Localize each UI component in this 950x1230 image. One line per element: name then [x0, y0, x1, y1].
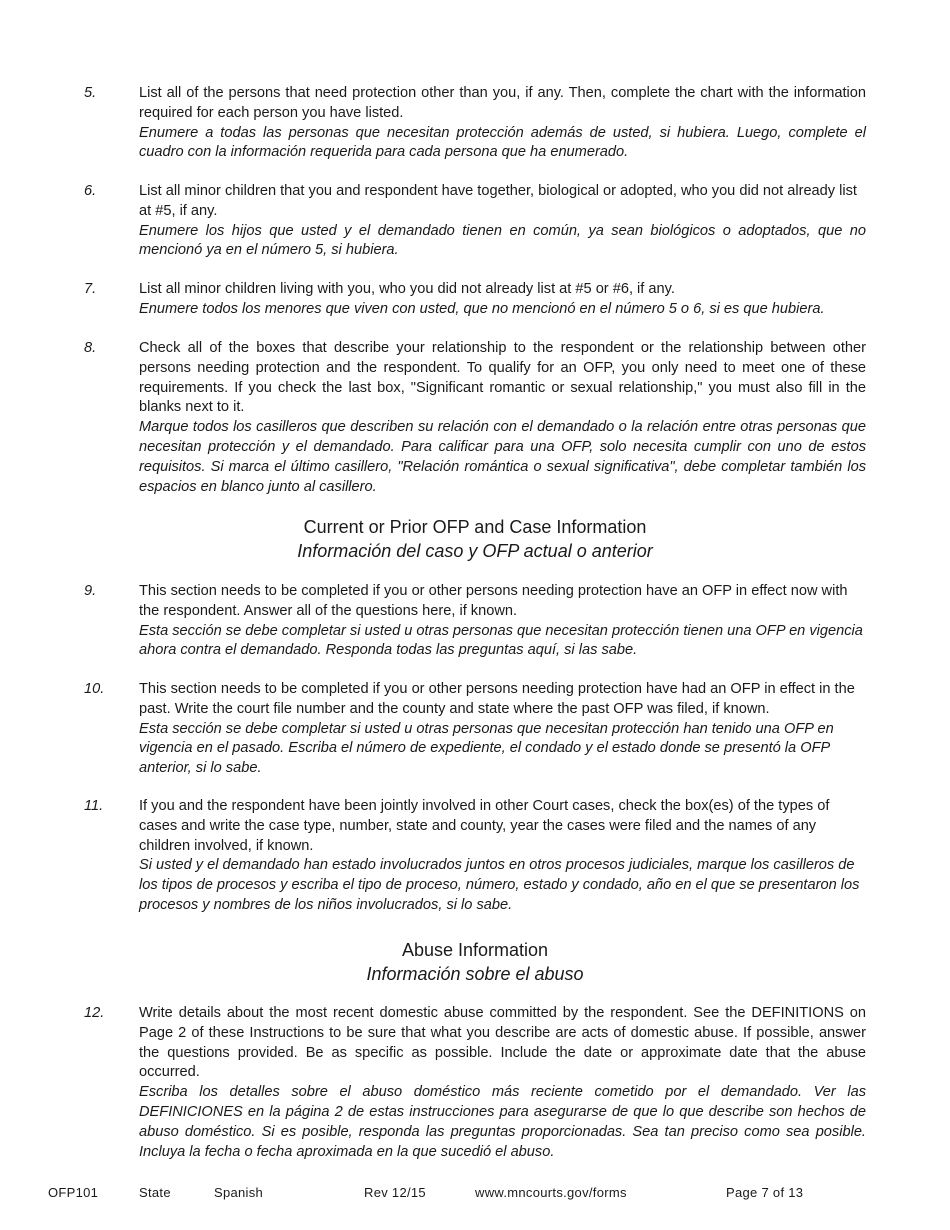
item-number: 7.	[84, 281, 97, 297]
section-heading-ofp	[0, 515, 950, 563]
item-number: 9.	[84, 583, 97, 599]
instruction-text-en: Check all of the boxes that describe your relationship to the respondent or the relationship between other persons needing protection and the respondent. To qualify for an OFP, you only need to meet one of these requirements. If you check the last box, "Significant romantic or sexual relationship," you must also fill in the blanks next to it.	[139, 340, 866, 416]
item-number: 10.	[84, 681, 105, 697]
instruction-item-12	[84, 1004, 866, 1162]
instruction-item-6	[84, 182, 866, 261]
instruction-text-es: Marque todos los casilleros que describen su relación con el demandado o la relación entre otras personas que necesitan protección y el demandado. Para calificar para una OFP, solo necesita cumplir con uno de estos requisitos. Si marca el último casillero, "Relación romántica o sexual significativa", debe completar también los espacios en blanco junto al casillero.	[139, 419, 866, 495]
item-number: 6.	[84, 183, 97, 199]
instruction-text-en: This section needs to be completed if you or other persons needing protection have had an OFP in effect in the past. Write the court file number and the county and state where the past OFP was filed, if known.	[139, 681, 855, 717]
instruction-text-en: Write details about the most recent domestic abuse committed by the respondent. See the DEFINITIONS on Page 2 of these Instructions to be sure that what you describe are acts of domestic abuse. If possible, answer the questions provided. Be as specific as possible. Include the date or approximate date that the abuse occurred.	[139, 1005, 866, 1081]
instruction-item-5	[84, 84, 866, 163]
section-heading-en: Current or Prior OFP and Case Information	[303, 517, 647, 537]
instruction-text-es: Escriba los detalles sobre el abuso doméstico más reciente cometido por el demandado. Ver las DEFINICIONES en la página 2 de estas instrucciones para asegurarse de que lo que describe son hechos de abuso doméstico. Si es posible, responda las preguntas proporcionadas. Sea tan preciso como sea posible. Incluya la fecha o fecha aproximada en la que sucedió el abuso.	[139, 1084, 866, 1160]
instruction-text-es: Esta sección se debe completar si usted u otras personas que necesitan protección han tenido una OFP en vigencia en el pasado. Escriba el número de expediente, el condado y el estado donde se presentó la OFP anterior, si lo sabe.	[139, 720, 834, 777]
section-heading-es: Información del caso y OFP actual o anterior	[297, 541, 653, 561]
instruction-text-es: Si usted y el demandado han estado involucrados juntos en otros procesos judiciales, marque los casilleros de los tipos de procesos y escriba el tipo de proceso, número, estado y condado, año en el que se presentaron los procesos y nombres de los niños involucrados, si lo sabe.	[139, 857, 860, 913]
instruction-text-es: Esta sección se debe completar si usted u otras personas que necesitan protección tienen una OFP en vigencia ahora contra el demandado. Responda todas las preguntas aquí, si las sabe.	[139, 622, 863, 659]
footer-url: www.mncourts.gov/forms	[475, 1185, 627, 1200]
instruction-text-es: Enumere a todas las personas que necesitan protección además de usted, si hubiera. Luego, complete el cuadro con la información requerida para cada persona que ha enumerado.	[139, 124, 866, 161]
instruction-text-en: List all of the persons that need protection other than you, if any. Then, complete the chart with the information required for each person you have listed.	[139, 85, 866, 121]
item-number: 8.	[84, 340, 97, 356]
instruction-text-en: If you and the respondent have been jointly involved in other Court cases, check the box(es) of the types of cases and write the case type, number, state and county, year the cases were filed and the names of any children involved, if known.	[139, 798, 830, 854]
footer-form-code: OFP101	[48, 1185, 99, 1200]
item-number: 12.	[84, 1005, 105, 1021]
footer-language: Spanish	[214, 1185, 264, 1200]
instruction-text-en: List all minor children living with you, who you did not already list at #5 or #6, if any.	[139, 281, 675, 297]
instruction-item-11	[84, 797, 866, 916]
instruction-item-10	[84, 680, 866, 779]
instruction-text-es: Enumere todos los menores que viven con usted, que no mencionó en el número 5 o 6, si es que hubiera.	[139, 300, 825, 317]
section-heading-abuse	[0, 938, 950, 986]
section-heading-en: Abuse Information	[401, 940, 549, 960]
instruction-item-9	[84, 582, 866, 661]
footer-revision: Rev 12/15	[364, 1185, 426, 1200]
instruction-text-en: This section needs to be completed if you or other persons needing protection have an OFP in effect now with the respondent. Answer all of the questions here, if known.	[139, 583, 848, 619]
section-heading-es: Información sobre el abuso	[366, 964, 584, 984]
instruction-item-8	[84, 339, 866, 497]
instruction-item-7	[84, 280, 866, 320]
instruction-text-es: Enumere los hijos que usted y el demandado tienen en común, ya sean biológicos o adoptados, que no mencionó ya en el número 5, si hubiera.	[139, 222, 866, 259]
footer-state: State	[139, 1185, 171, 1200]
item-number: 11.	[84, 798, 104, 814]
item-number: 5.	[84, 85, 97, 101]
footer-page-number: Page 7 of 13	[726, 1185, 804, 1200]
instruction-text-en: List all minor children that you and respondent have together, biological or adopted, who you did not already list at #5, if any.	[139, 183, 857, 219]
